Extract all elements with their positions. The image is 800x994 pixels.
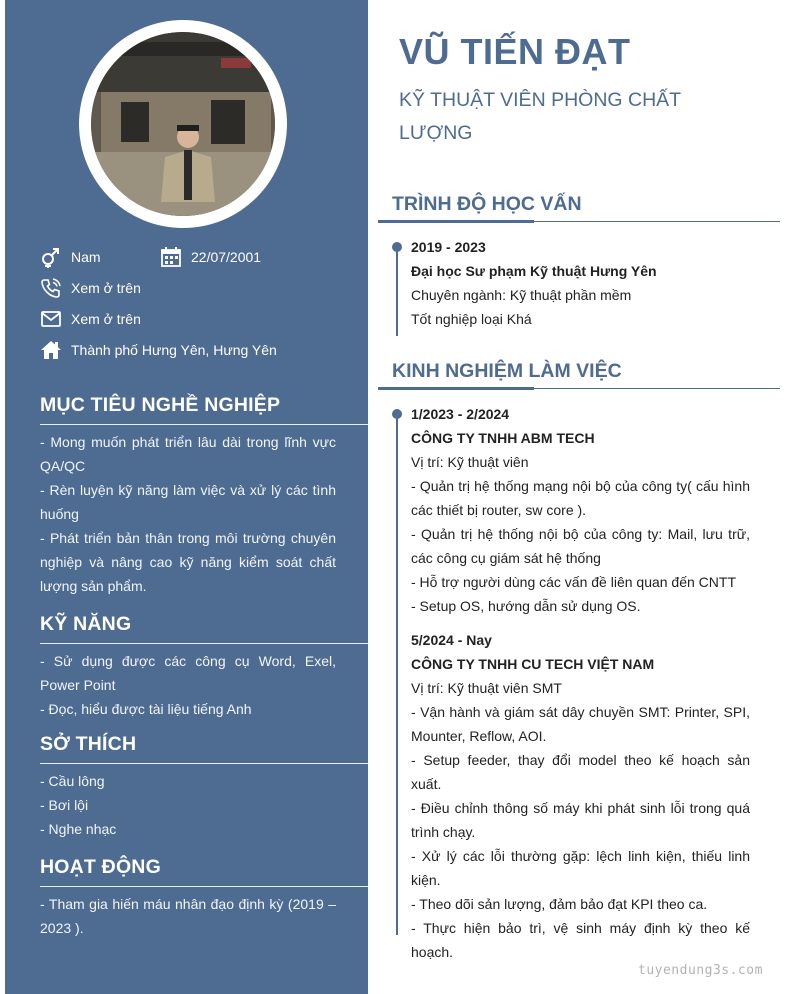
experience-divider-accent [378, 387, 534, 390]
experience-date: 5/2024 - Nay [411, 632, 492, 648]
avatar [91, 32, 275, 216]
activities-item: - Tham gia hiến máu nhân đạo định kỳ (2019 – 2023 ). [40, 896, 336, 936]
experience-timeline-dot [392, 409, 402, 419]
objective-item: - Rèn luyện kỹ năng làm việc và xử lý các tình huống [40, 482, 336, 522]
education-timeline-dot [392, 242, 402, 252]
contact-gender [40, 246, 101, 268]
education-date: 2019 - 2023 [411, 239, 486, 255]
skills-item: - Đọc, hiểu được tài liệu tiếng Anh [40, 701, 252, 717]
education-timeline [396, 243, 398, 336]
experience-company: CÔNG TY TNHH CU TECH VIỆT NAM [411, 656, 655, 672]
contact-phone [40, 277, 141, 299]
experience-company: CÔNG TY TNHH ABM TECH [411, 430, 595, 446]
phone-value: Xem ở trên [71, 280, 141, 296]
experience-timeline [396, 410, 398, 935]
experience-entry [411, 402, 750, 618]
activities-heading: HOẠT ĐỘNG [40, 856, 161, 878]
experience-heading: KINH NGHIỆM LÀM VIỆC [392, 360, 622, 382]
objective-item: - Mong muốn phát triển lâu dài trong lĩnh vực QA/QC [40, 434, 336, 474]
experience-duty: - Quản trị hệ thống nội bộ của công ty: Mail, lưu trữ, các công cụ giám sát hệ thống [411, 526, 750, 566]
objective-heading: MỤC TIÊU NGHỀ NGHIỆP [40, 394, 281, 416]
skills-divider [40, 643, 368, 644]
gender-icon [40, 246, 62, 268]
skills-item: - Sử dụng được các công cụ Word, Exel, Power Point [40, 653, 336, 693]
education-entry [411, 235, 750, 331]
envelope-icon [40, 308, 62, 330]
hobbies-list [40, 769, 336, 841]
education-major: Chuyên ngành: Kỹ thuật phần mềm [411, 287, 632, 303]
experience-entry [411, 628, 750, 964]
experience-duty: - Theo dõi sản lượng, đảm bảo đạt KPI theo ca. [411, 896, 708, 912]
activities-divider [40, 886, 368, 887]
hobbies-item: - Cầu lông [40, 773, 105, 789]
address-value: Thành phố Hưng Yên, Hưng Yên [71, 342, 277, 358]
hobbies-heading: SỞ THÍCH [40, 733, 137, 755]
experience-position: Vị trí: Kỹ thuật viên [411, 454, 529, 470]
gender-value: Nam [71, 249, 101, 265]
hobbies-divider [40, 763, 368, 764]
avatar-frame [79, 20, 287, 228]
hobbies-item: - Nghe nhạc [40, 821, 117, 837]
objective-list [40, 430, 336, 598]
experience-duty: - Setup feeder, thay đổi model theo kế hoạch sản xuất. [411, 752, 750, 792]
experience-duty: - Quản trị hệ thống mạng nội bộ của công ty( cấu hình các thiết bị router, sw core ). [411, 478, 750, 518]
education-heading: TRÌNH ĐỘ HỌC VẤN [392, 193, 582, 215]
experience-duty: - Thực hiện bảo trì, vệ sinh máy định kỳ theo kế hoạch. [411, 920, 750, 960]
experience-duty: - Setup OS, hướng dẫn sử dụng OS. [411, 598, 641, 614]
phone-icon [40, 277, 62, 299]
candidate-name: VŨ TIẾN ĐẠT [399, 31, 631, 72]
education-school: Đại học Sư phạm Kỹ thuật Hưng Yên [411, 263, 657, 279]
experience-duty: - Hỗ trợ người dùng các vấn đề liên quan đến CNTT [411, 574, 737, 590]
education-grade: Tốt nghiệp loại Khá [411, 311, 532, 327]
skills-heading: KỸ NĂNG [40, 613, 132, 635]
candidate-role: KỸ THUẬT VIÊN PHÒNG CHẤT LƯỢNG [399, 89, 681, 144]
education-divider-accent [378, 220, 534, 223]
experience-duty: - Vận hành và giám sát dây chuyền SMT: Printer, SPI, Mounter, Reflow, AOI. [411, 704, 750, 744]
experience-position: Vị trí: Kỹ thuật viên SMT [411, 680, 562, 696]
contact-dob [160, 246, 261, 268]
objective-item: - Phát triển bản thân trong môi trường chuyên nghiệp và nâng cao kỹ năng kiểm soát chất lượng sản phẩm. [40, 530, 336, 594]
objective-divider [40, 424, 368, 425]
email-value: Xem ở trên [71, 311, 141, 327]
home-icon [40, 339, 62, 361]
experience-duty: - Xử lý các lỗi thường gặp: lệch linh kiện, thiếu linh kiện. [411, 848, 750, 888]
contact-email [40, 308, 141, 330]
experience-date: 1/2023 - 2/2024 [411, 406, 510, 422]
experience-duty: - Điều chỉnh thông số máy khi phát sinh lỗi trong quá trình chạy. [411, 800, 750, 840]
hobbies-item: - Bơi lội [40, 797, 89, 813]
contact-address [40, 339, 277, 361]
dob-value: 22/07/2001 [191, 249, 262, 265]
watermark: tuyendung3s.com [638, 963, 763, 978]
sidebar [5, 0, 368, 994]
skills-list [40, 649, 336, 721]
calendar-icon [160, 246, 182, 268]
activities-list [40, 892, 336, 940]
